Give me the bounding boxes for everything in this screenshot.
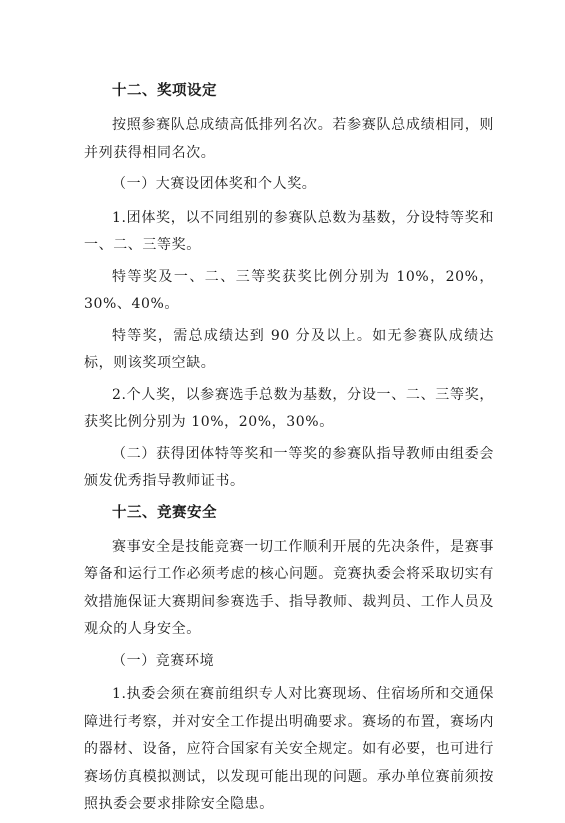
paragraph-ranking: 按照参赛队总成绩高低排列名次。若参赛队总成绩相同，则并列获得相同名次。 bbox=[84, 117, 494, 161]
paragraph-team-award-ratio: 特等奖及一、二、三等奖获奖比例分别为 10%，20%，30%、40%。 bbox=[84, 268, 494, 312]
paragraph-special-award: 特等奖，需总成绩达到 90 分及以上。如无参赛队成绩达标，则该奖项空缺。 bbox=[84, 327, 494, 371]
subheading-environment: （一）竞赛环境 bbox=[112, 652, 215, 669]
section-heading-awards: 十二、奖项设定 bbox=[112, 83, 217, 99]
paragraph-team-award: 1.团体奖，以不同组别的参赛队总数为基数，分设特等奖和一、二、三等奖。 bbox=[84, 209, 494, 253]
section-heading-safety: 十三、竞赛安全 bbox=[112, 504, 217, 521]
paragraph-teacher-certificate: （二）获得团体特等奖和一等奖的参赛队指导教师由组委会颁发优秀指导教师证书。 bbox=[84, 445, 494, 489]
paragraph-individual-award: 2.个人奖，以参赛选手总数为基数，分设一、二、三等奖，获奖比例分别为 10%，20%，30%。 bbox=[84, 386, 494, 430]
subheading-award-types: （一）大赛设团体奖和个人奖。 bbox=[112, 176, 317, 192]
paragraph-safety-intro: 赛事安全是技能竞赛一切工作顺利开展的先决条件，是赛事筹备和运行工作必须考虑的核心问题。竞赛执委会将采取切实有效措施保证大赛期间参赛选手、指导教师、裁判员、工作人员及观众的人身安全。 bbox=[84, 538, 494, 637]
document-body bbox=[84, 78, 494, 823]
paragraph-environment: 1.执委会须在赛前组织专人对比赛现场、住宿场所和交通保障进行考察，并对安全工作提出明确要求。赛场的布置，赛场内的器材、设备，应符合国家有关安全规定。如有必要，也可进行赛场仿真模拟测试，以发现可能出现的问题。承办单位赛前须按照执委会要求排除安全隐患。 bbox=[84, 686, 494, 812]
